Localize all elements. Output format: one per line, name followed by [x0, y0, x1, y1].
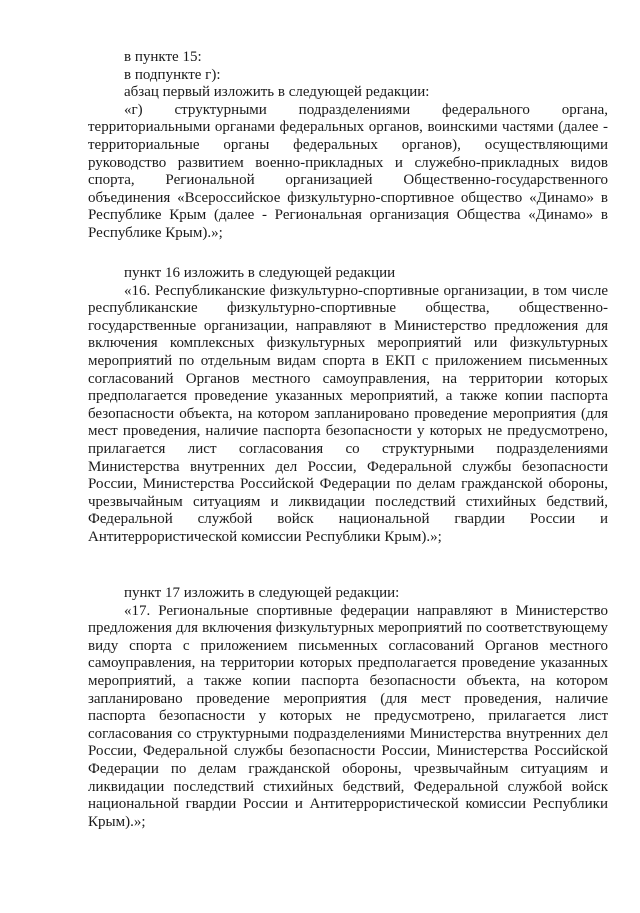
subitem-g-line: в подпункте г):: [124, 66, 221, 83]
paragraph-17: «17. Региональные спортивные федерации направляют в Министерство предложения для включения физкультурных мероприятий по соответствующему виду спорта с приложением письменных согласований Органов местного самоуправления, на территории которых предполагается проведение указанных мероприятий, а также копии паспорта безопасности объекта, на котором запланировано проведение мероприятия (для мест проведения, наличие паспорта безопасности у которых не предусмотрено, прилагается лист согласования со структурными подразделениями Министерства внутренних дел России, Федеральной службы безопасности России, Министерства Российской Федерации по делам гражданской обороны, чрезвычайным ситуациям и ликвидации последствий стихийных бедствий, Федеральной службой войск национальной гвардии России и Антитеррористической комиссии Республики Крым).»;: [88, 602, 608, 830]
section-item-16: [88, 265, 608, 547]
item-17-heading: пункт 17 изложить в следующей редакции:: [124, 585, 400, 601]
edit-instruction-line: абзац первый изложить в следующей редакции:: [124, 84, 430, 101]
section-item-15: [88, 49, 608, 243]
paragraph-16: «16. Республиканские физкультурно-спортивные организации, в том числе республиканские физкультурно-спортивные общества, общественно-государственные организации, направляют в Министерство предложения для включения комплексных физкультурных мероприятий или физкультурных мероприятий по отдельным видам спорта в ЕКП с приложением письменных согласований Органов местного самоуправления, на территории которых предполагается проведение указанных мероприятий, а также копии паспорта безопасности объекта, на котором запланировано проведение мероприятия (для мест проведения, наличие паспорта безопасности у которых не предусмотрено, прилагается лист согласования со структурными подразделениями Министерства внутренних дел России, Федеральной службы безопасности России, Министерства Российской Федерации по делам гражданской обороны, чрезвычайным ситуациям и ликвидации последствий стихийных бедствий, Федеральной службой войск национальной гвардии России и Антитеррористической комиссии Республики Крым).»;: [88, 282, 608, 545]
section-item-17: [88, 585, 608, 831]
paragraph-g: «г) структурными подразделениями федерального органа, территориальными органами федеральных органов, воинскими частями (далее - территориальные органы федеральных органов), осуществляющими руководство развитием военно-прикладных и служебно-прикладных видов спорта, Региональной организацией Общественно-государственного объединения «Всероссийское физкультурно-спортивное общество «Динамо» в Республике Крым (далее - Региональная организация Общества «Динамо» в Республике Крым).»;: [88, 101, 608, 241]
item-16-heading: пункт 16 изложить в следующей редакции: [124, 265, 396, 281]
item-15-line: в пункте 15:: [124, 49, 202, 65]
